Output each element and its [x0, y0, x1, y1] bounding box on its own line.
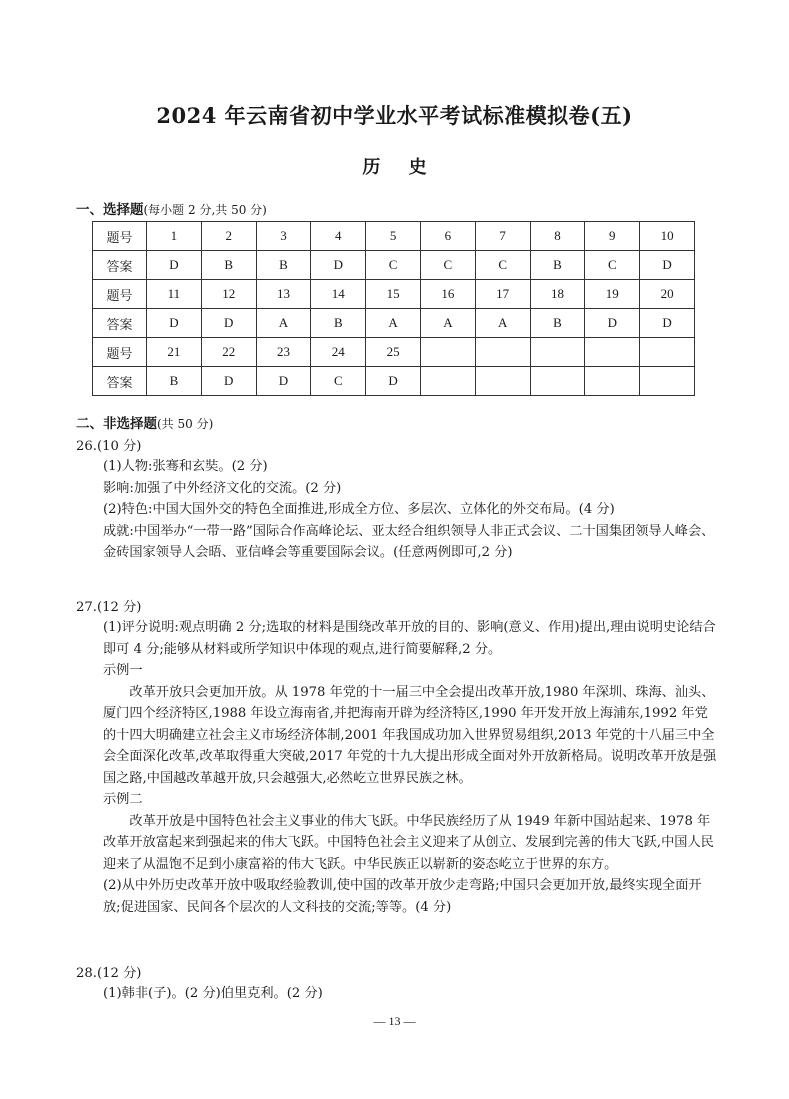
question-number-cell: 9 — [585, 222, 640, 251]
question-number-cell: 21 — [147, 338, 202, 367]
table-row-answers — [93, 367, 695, 396]
table-label-cell: 题号 — [93, 222, 147, 251]
section-2-note: (共 50 分) — [157, 417, 214, 431]
answer-cell — [530, 367, 585, 396]
section-2-title: 二、非选择题 — [76, 416, 157, 432]
answer-cell: C — [311, 367, 366, 396]
q27-example-2: 改革开放是中国特色社会主义事业的伟大飞跃。中华民族经历了从 1949 年新中国站起来、1978 年改革开放富起来到强起来的伟大飞跃。中国特色社会主义迎来了从创立、发展到完善的伟大飞跃,中国人民迎来了从温饱不足到小康富裕的伟大飞跃。中华民族正以崭新的姿态屹立于世界的东方。 — [103, 813, 714, 872]
q27-example-2-label: 示例二 — [103, 792, 143, 807]
question-number-cell: 16 — [420, 280, 475, 309]
q28-answer — [103, 983, 718, 1005]
answer-cell: D — [640, 251, 695, 280]
q27-line-1: (1)评分说明:观点明确 2 分;选取的材料是围绕改革开放的目的、影响(意义、作用)提出,理由说明史论结合即可 4 分;能够从材料或所学知识中体现的观点,进行简要解释,2 分。 — [103, 620, 716, 657]
answer-cell: B — [311, 309, 366, 338]
question-number-cell: 17 — [475, 280, 530, 309]
answer-cell — [640, 367, 695, 396]
q26-line-4: 成就:中国举办“一带一路”国际合作高峰论坛、亚太经合组织领导人非正式会议、二十国集团领导人峰会、金砖国家领导人会晤、亚信峰会等重要国际会议。(任意两例即可,2 分) — [103, 523, 715, 560]
question-number-cell: 1 — [147, 222, 202, 251]
q26-line-3: (2)特色:中国大国外交的特色全面推进,形成全方位、多层次、立体化的外交布局。(4 分) — [103, 502, 615, 517]
answer-cell: D — [201, 309, 256, 338]
question-number-cell — [585, 338, 640, 367]
q28-line-1: (1)韩非(子)。(2 分)伯里克利。(2 分) — [103, 986, 323, 1001]
table-label-cell: 题号 — [93, 338, 147, 367]
question-number-cell: 18 — [530, 280, 585, 309]
answer-cell: D — [585, 309, 640, 338]
answer-cell: A — [475, 309, 530, 338]
question-number-cell: 4 — [311, 222, 366, 251]
answer-cell: B — [530, 251, 585, 280]
question-number-cell — [420, 338, 475, 367]
answer-cell: D — [147, 251, 202, 280]
answer-cell: D — [147, 309, 202, 338]
q26-number: 26.(10 分) — [76, 439, 142, 454]
answer-cell — [585, 367, 640, 396]
answer-cell: D — [640, 309, 695, 338]
answer-cell: A — [420, 309, 475, 338]
section-2-heading — [76, 412, 213, 432]
q27-example-1: 改革开放只会更加开放。从 1978 年党的十一届三中全会提出改革开放,1980 年深圳、珠海、汕头、厦门四个经济特区,1988 年设立海南省,并把海南开辟为经济特区,1990 年开发开放上海浦东,1992 年党的十四大明确建立社会主义市场经济体制,2001 年我国成功加入世界贸易组织,2013 年党的十八届三中全会全面深化改革,改革取得重大突破,2017 年党的十九大提出形成全面对外开放新格局。说明改革开放是强国之路,中国越改革越开放,只会越强大,必然屹立世界民族之林。 — [103, 684, 717, 786]
section-1-note: (每小题 2 分,共 50 分) — [143, 203, 267, 217]
paper-title: 2024 年云南省初中学业水平考试标准模拟卷(五) — [156, 103, 633, 128]
answer-cell: C — [366, 251, 421, 280]
answer-cell: D — [311, 251, 366, 280]
q27-example-1-label: 示例一 — [103, 663, 143, 678]
q27-number: 27.(12 分) — [76, 600, 142, 615]
q26-line-1: (1)人物:张骞和玄奘。(2 分) — [103, 459, 268, 474]
question-number-cell: 24 — [311, 338, 366, 367]
question-number-cell: 8 — [530, 222, 585, 251]
question-number-cell: 13 — [256, 280, 311, 309]
answer-cell: D — [366, 367, 421, 396]
answer-cell — [475, 367, 530, 396]
table-label-cell: 题号 — [93, 280, 147, 309]
question-number-cell: 7 — [475, 222, 530, 251]
question-number-cell: 23 — [256, 338, 311, 367]
question-number-cell: 22 — [201, 338, 256, 367]
section-1-heading — [76, 198, 267, 218]
q26-answer — [103, 456, 718, 564]
question-number-cell — [530, 338, 585, 367]
answer-cell: B — [201, 251, 256, 280]
question-number-cell: 20 — [640, 280, 695, 309]
table-row-answers — [93, 309, 695, 338]
question-number-cell: 25 — [366, 338, 421, 367]
q26-line-2: 影响:加强了中外经济文化的交流。(2 分) — [103, 480, 342, 496]
answer-cell: D — [256, 367, 311, 396]
answer-cell: B — [256, 251, 311, 280]
answer-cell: A — [366, 309, 421, 338]
table-label-cell: 答案 — [93, 309, 147, 338]
answer-cell: B — [530, 309, 585, 338]
q27-line-2: (2)从中外历史改革开放中吸取经验教训,使中国的改革开放少走弯路;中国只会更加开放,最终实现全面开放;促进国家、民间各个层次的人文科技的交流;等等。(4 分) — [103, 878, 702, 915]
table-row-question-numbers — [93, 222, 695, 251]
table-row-question-numbers — [93, 338, 695, 367]
answer-cell: C — [585, 251, 640, 280]
q28-number: 28.(12 分) — [76, 966, 142, 981]
answer-cell: A — [256, 309, 311, 338]
section-1-title: 一、选择题 — [76, 202, 144, 218]
table-label-cell: 答案 — [93, 251, 147, 280]
question-number-cell: 2 — [201, 222, 256, 251]
q27-answer — [103, 617, 718, 918]
question-number-cell: 10 — [640, 222, 695, 251]
answer-cell — [420, 367, 475, 396]
question-number-cell: 3 — [256, 222, 311, 251]
question-number-cell: 5 — [366, 222, 421, 251]
subject-heading: 历 史 — [362, 157, 427, 178]
question-number-cell: 19 — [585, 280, 640, 309]
answer-table — [92, 221, 695, 396]
question-number-cell: 12 — [201, 280, 256, 309]
question-number-cell — [475, 338, 530, 367]
table-label-cell: 答案 — [93, 367, 147, 396]
question-number-cell: 15 — [366, 280, 421, 309]
page-number: — 13 — — [373, 1014, 416, 1028]
question-number-cell: 6 — [420, 222, 475, 251]
table-row-question-numbers — [93, 280, 695, 309]
answer-cell: B — [147, 367, 202, 396]
question-number-cell — [640, 338, 695, 367]
table-row-answers — [93, 251, 695, 280]
answer-cell: C — [420, 251, 475, 280]
question-number-cell: 11 — [147, 280, 202, 309]
answer-cell: D — [201, 367, 256, 396]
answer-cell: C — [475, 251, 530, 280]
question-number-cell: 14 — [311, 280, 366, 309]
